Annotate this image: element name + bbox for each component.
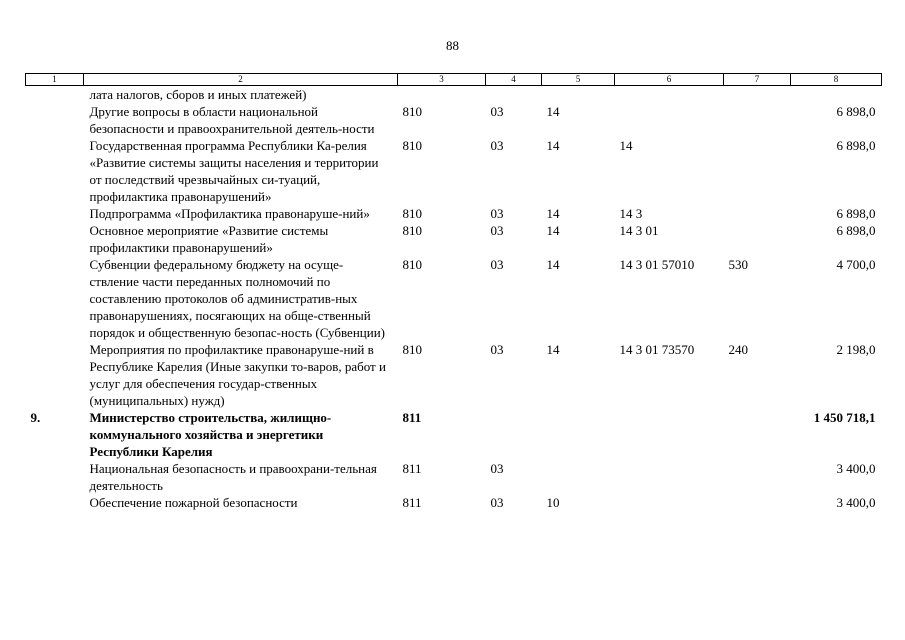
row-code-subsection: 14 (546, 138, 560, 153)
row-code-target: 14 3 (619, 206, 643, 221)
column-header: 8 (791, 74, 882, 86)
row-code-subsection: 14 (546, 104, 560, 119)
row-name: Субвенции федеральному бюджету на осуще-ствление части переданных полномочий по составлению протоколов об административ-ных правонарушениях, посягающих на обще-ственный порядок и общественную безопас-ность (Субвенции) (89, 257, 385, 340)
row-code-section: 03 (490, 206, 504, 221)
row-code-expense-type (724, 222, 791, 256)
row-number (26, 256, 84, 341)
row-amount: 6 898,0 (836, 223, 876, 238)
row-code-target: 14 3 01 (619, 223, 659, 238)
row-number (26, 222, 84, 256)
row-amount: 2 198,0 (836, 342, 876, 357)
row-name: Подпрограмма «Профилактика правонаруше-ний» (89, 206, 370, 221)
row-code-expense-type: 530 (728, 257, 748, 272)
row-number: 9. (30, 410, 41, 425)
column-header: 4 (486, 74, 542, 86)
row-code-section: 03 (490, 342, 504, 357)
row-number (26, 86, 84, 104)
row-code-section: 03 (490, 461, 504, 476)
column-header: 1 (26, 74, 84, 86)
row-code-expense-type (724, 205, 791, 222)
row-amount: 4 700,0 (836, 257, 876, 272)
row-code-ministry: 810 (402, 206, 422, 221)
row-code-section: 03 (490, 495, 504, 510)
row-code-target (615, 494, 724, 511)
row-code-ministry: 810 (402, 104, 422, 119)
row-name: Другие вопросы в области национальной безопасности и правоохранительной деятель-ности (89, 104, 375, 136)
row-name: Государственная программа Республики Ка-релия «Развитие системы защиты населения и территории от последствий чрезвычайных си-туаций, профилактика правонарушений» (89, 138, 379, 204)
row-amount: 6 898,0 (836, 206, 876, 221)
budget-table (25, 73, 882, 511)
table-header (26, 74, 882, 86)
row-code-expense-type (724, 460, 791, 494)
table-row (26, 205, 882, 222)
row-name: Обеспечение пожарной безопасности (89, 495, 298, 510)
column-header: 6 (615, 74, 724, 86)
header-row (26, 74, 882, 86)
row-code-target: 14 (619, 138, 633, 153)
row-code-ministry: 811 (402, 410, 422, 425)
row-name: Мероприятия по профилактике правонаруше-ний в Республике Карелия (Иные закупки то-варов, работ и услуг для обеспечения государ-ственных (муниципальных) нужд) (89, 342, 386, 408)
row-code-target (615, 103, 724, 137)
table-row (26, 86, 882, 104)
row-code-subsection (542, 409, 615, 460)
row-code-expense-type (724, 103, 791, 137)
row-code-target (615, 409, 724, 460)
row-amount (791, 86, 882, 104)
row-name: Министерство строительства, жилищно-коммунального хозяйства и энергетики Республики Карелия (89, 410, 332, 459)
row-amount: 3 400,0 (836, 495, 876, 510)
row-code-target (615, 460, 724, 494)
row-number (26, 341, 84, 409)
table-row (26, 494, 882, 511)
row-code-section: 03 (490, 223, 504, 238)
row-number (26, 103, 84, 137)
row-code-section (486, 409, 542, 460)
table-row (26, 103, 882, 137)
column-header: 2 (84, 74, 398, 86)
row-code-ministry: 811 (402, 461, 422, 476)
page-number: 88 (446, 38, 459, 53)
row-code-target: 14 3 01 57010 (619, 257, 695, 272)
row-number (26, 460, 84, 494)
column-header: 5 (542, 74, 615, 86)
row-code-ministry: 810 (402, 257, 422, 272)
table-row (26, 460, 882, 494)
column-header: 7 (724, 74, 791, 86)
row-code-ministry: 810 (402, 342, 422, 357)
table-row (26, 341, 882, 409)
row-code-subsection (542, 86, 615, 104)
row-code-expense-type (724, 137, 791, 205)
row-code-expense-type (724, 86, 791, 104)
row-code-expense-type: 240 (728, 342, 748, 357)
row-number (26, 205, 84, 222)
table-row (26, 256, 882, 341)
row-code-ministry: 811 (402, 495, 422, 510)
row-code-section: 03 (490, 104, 504, 119)
row-code-subsection: 14 (546, 223, 560, 238)
row-code-target: 14 3 01 73570 (619, 342, 695, 357)
row-code-section: 03 (490, 257, 504, 272)
row-code-subsection: 14 (546, 206, 560, 221)
row-code-subsection: 14 (546, 342, 560, 357)
row-code-expense-type (724, 494, 791, 511)
row-code-expense-type (724, 409, 791, 460)
column-header: 3 (398, 74, 486, 86)
row-name: лата налогов, сборов и иных платежей) (89, 87, 307, 102)
row-code-ministry: 810 (402, 138, 422, 153)
row-code-subsection: 14 (546, 257, 560, 272)
row-amount: 1 450 718,1 (813, 410, 876, 425)
row-code-subsection: 10 (546, 495, 560, 510)
row-number (26, 137, 84, 205)
row-code-section: 03 (490, 138, 504, 153)
table-row (26, 137, 882, 205)
table-row (26, 222, 882, 256)
row-code-section (486, 86, 542, 104)
row-code-subsection (542, 460, 615, 494)
row-amount: 6 898,0 (836, 138, 876, 153)
row-amount: 6 898,0 (836, 104, 876, 119)
table-row (26, 409, 882, 460)
row-name: Национальная безопасность и правоохрани-тельная деятельность (89, 461, 377, 493)
row-code-target (615, 86, 724, 104)
row-code-ministry: 810 (402, 223, 422, 238)
row-number (26, 494, 84, 511)
row-amount: 3 400,0 (836, 461, 876, 476)
row-name: Основное мероприятие «Развитие системы профилактики правонарушений» (89, 223, 329, 255)
table-body (26, 86, 882, 512)
row-code-ministry (398, 86, 486, 104)
